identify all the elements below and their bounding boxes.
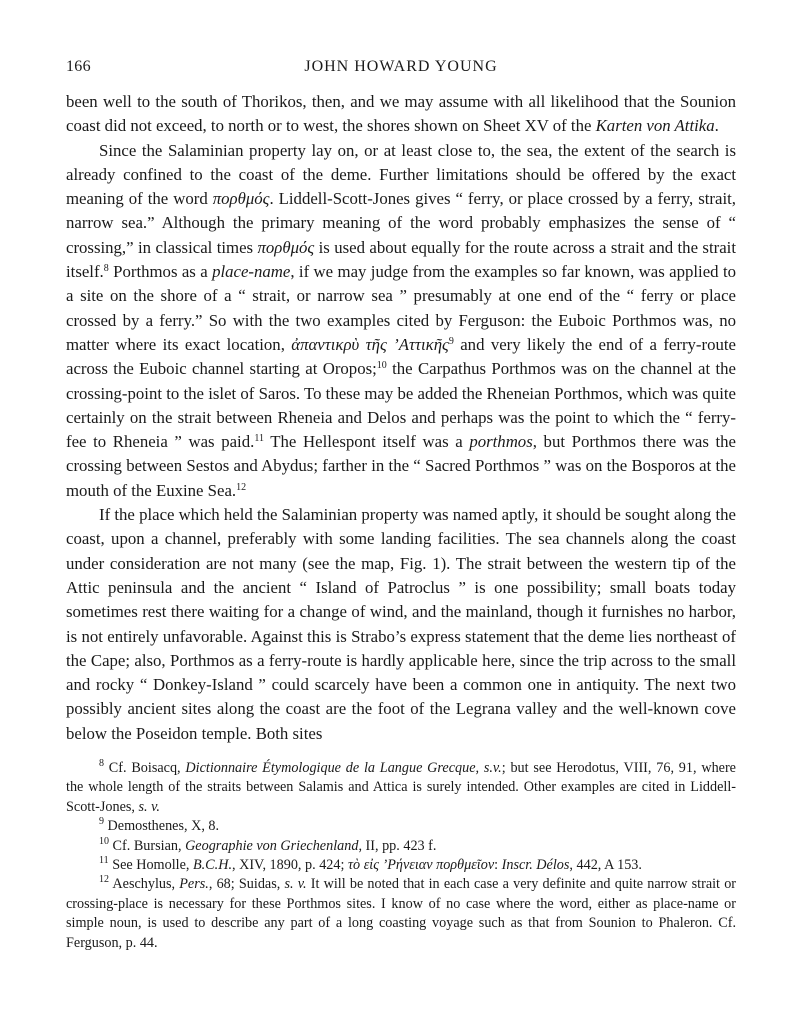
paragraph-3: If the place which held the Salaminian property was named aptly, it should be sought along the coast, upon a channel, preferably with some landing facilities. The sea channels along the coast under consideration are not many (see the map, Fig. 1). The strait between the western tip of the Attic peninsula and the ancient “ Island of Patroclus ” is one possibility; small boats today sometimes rest there waiting for a change of wind, and the mainland, though it furnishes no harbor, is not entirely unfavorable. Against this is Strabo’s express statement that the deme lies northeast of the Cape; also, Porthmos as a ferry-route is hardly applicable here, since the trip across to the small and rocky “ Donkey-Island ” could scarcely have been a common one in antiquity. The next two possibly ancient sites along the coast are the foot of the Legrana valley and the well-known cove below the Poseidon temple. Both sites xyxy=(66,505,736,743)
running-head xyxy=(66,56,736,82)
footnote-8: $^8$ Cf. Boisacq, Dictionnaire Étymologique de la Langue Grecque, s.v.; but see Herodotus, VIII, 76, 91, where the whole length of the straits between Salamis and Attica is surely intended. Other examples are cited in Liddell-Scott-Jones, s. v. xyxy=(66,758,736,815)
paragraph-2: Since the Salaminian property lay on, or at least close to, the sea, the extent of the search is already confined to the coast of the deme. Further limitations should be offered by the exact meaning of the word πορθμός. Liddell-Scott-Jones gives “ ferry, or place crossed by a ferry, strait, narrow sea.” Although the primary meaning of the word probably emphasizes the sense of “ crossing,” in classical times πορθμός is used about equally for the route across a strait and the strait itself.$^8$ Porthmos as a place-name, if we may judge from the examples so far known, was applied to a site on the shore of a “ strait, or narrow sea ” presumably at one end of the “ ferry or place crossed by a ferry.” So with the two examples cited by Ferguson: the Euboic Porthmos was, no matter where its exact location, ἀπαντικρὺ τῆς ’Αττικῆς$^9$ and very likely the end of a ferry-route across the Euboic channel starting at Oropos;$^{10}$ the Carpathus Porthmos was on the channel at the crossing-point to the islet of Saros. To these may be added the Rheneian Porthmos, which was quite certainly on the strait between Rheneia and Delos and perhaps was the point to which the “ ferry-fee to Rheneia ” was paid.$^{11}$ The Hellespont itself was a porthmos, but Porthmos there was the crossing between Sestos and Abydus; farther in the “ Sacred Porthmos ” was on the Bosporos at the mouth of the Euxine Sea.$^{12}$ xyxy=(66,140,736,500)
greek-word: πορθμός xyxy=(257,237,315,257)
italic-term: porthmos xyxy=(469,432,533,452)
footnote-ref-10: 10 xyxy=(376,360,387,372)
page-number: 166 xyxy=(66,58,91,75)
page xyxy=(66,56,736,953)
running-title: JOHN HOWARD YOUNG xyxy=(304,58,498,75)
footnote-9: $^9$ Demosthenes, X, 8. xyxy=(99,816,220,835)
footnote-10: $^{10}$ Cf. Bursian, Geographie von Griechenland, II, pp. 423 f. xyxy=(99,835,437,854)
italic-term: place-name xyxy=(212,262,291,282)
footnote-ref-9: 9 xyxy=(448,335,454,347)
italic-title: Karten von Attika xyxy=(595,116,715,136)
footnote-ref-11: 11 xyxy=(254,433,264,445)
footnotes xyxy=(66,759,736,953)
footnote-ref-8: 8 xyxy=(103,263,109,275)
paragraph-1: been well to the south of Thorikos, then, and we may assume with all likelihood that the Sounion coast did not exceed, to north or to west, the shores shown on Sheet XV of the Karten von Attika. xyxy=(66,92,736,136)
greek-phrase: ἀπαντικρὺ τῆς ’Αττικῆς xyxy=(291,334,449,354)
body-text xyxy=(66,90,736,746)
footnote-ref-12: 12 xyxy=(236,481,247,493)
footnote-11: $^{11}$ See Homolle, B.C.H., XIV, 1890, p. 424; τὸ εἰς ’Ρήνειαν πορθμεῖον: Inscr. Délos, 442, A 153. xyxy=(99,855,642,874)
greek-word: πορθμός xyxy=(212,189,270,209)
footnote-12: $^{12}$ Aeschylus, Pers., 68; Suidas, s. v. It will be noted that in each case a very definite and quite narrow strait or crossing-place is necessary for these Porthmos sites. I know of no case where the word, either as place-name or simple noun, is used to describe any part of a long coasting voyage such as that from Sounion to Phaleron. Cf. Ferguson, p. 44. xyxy=(66,874,737,951)
